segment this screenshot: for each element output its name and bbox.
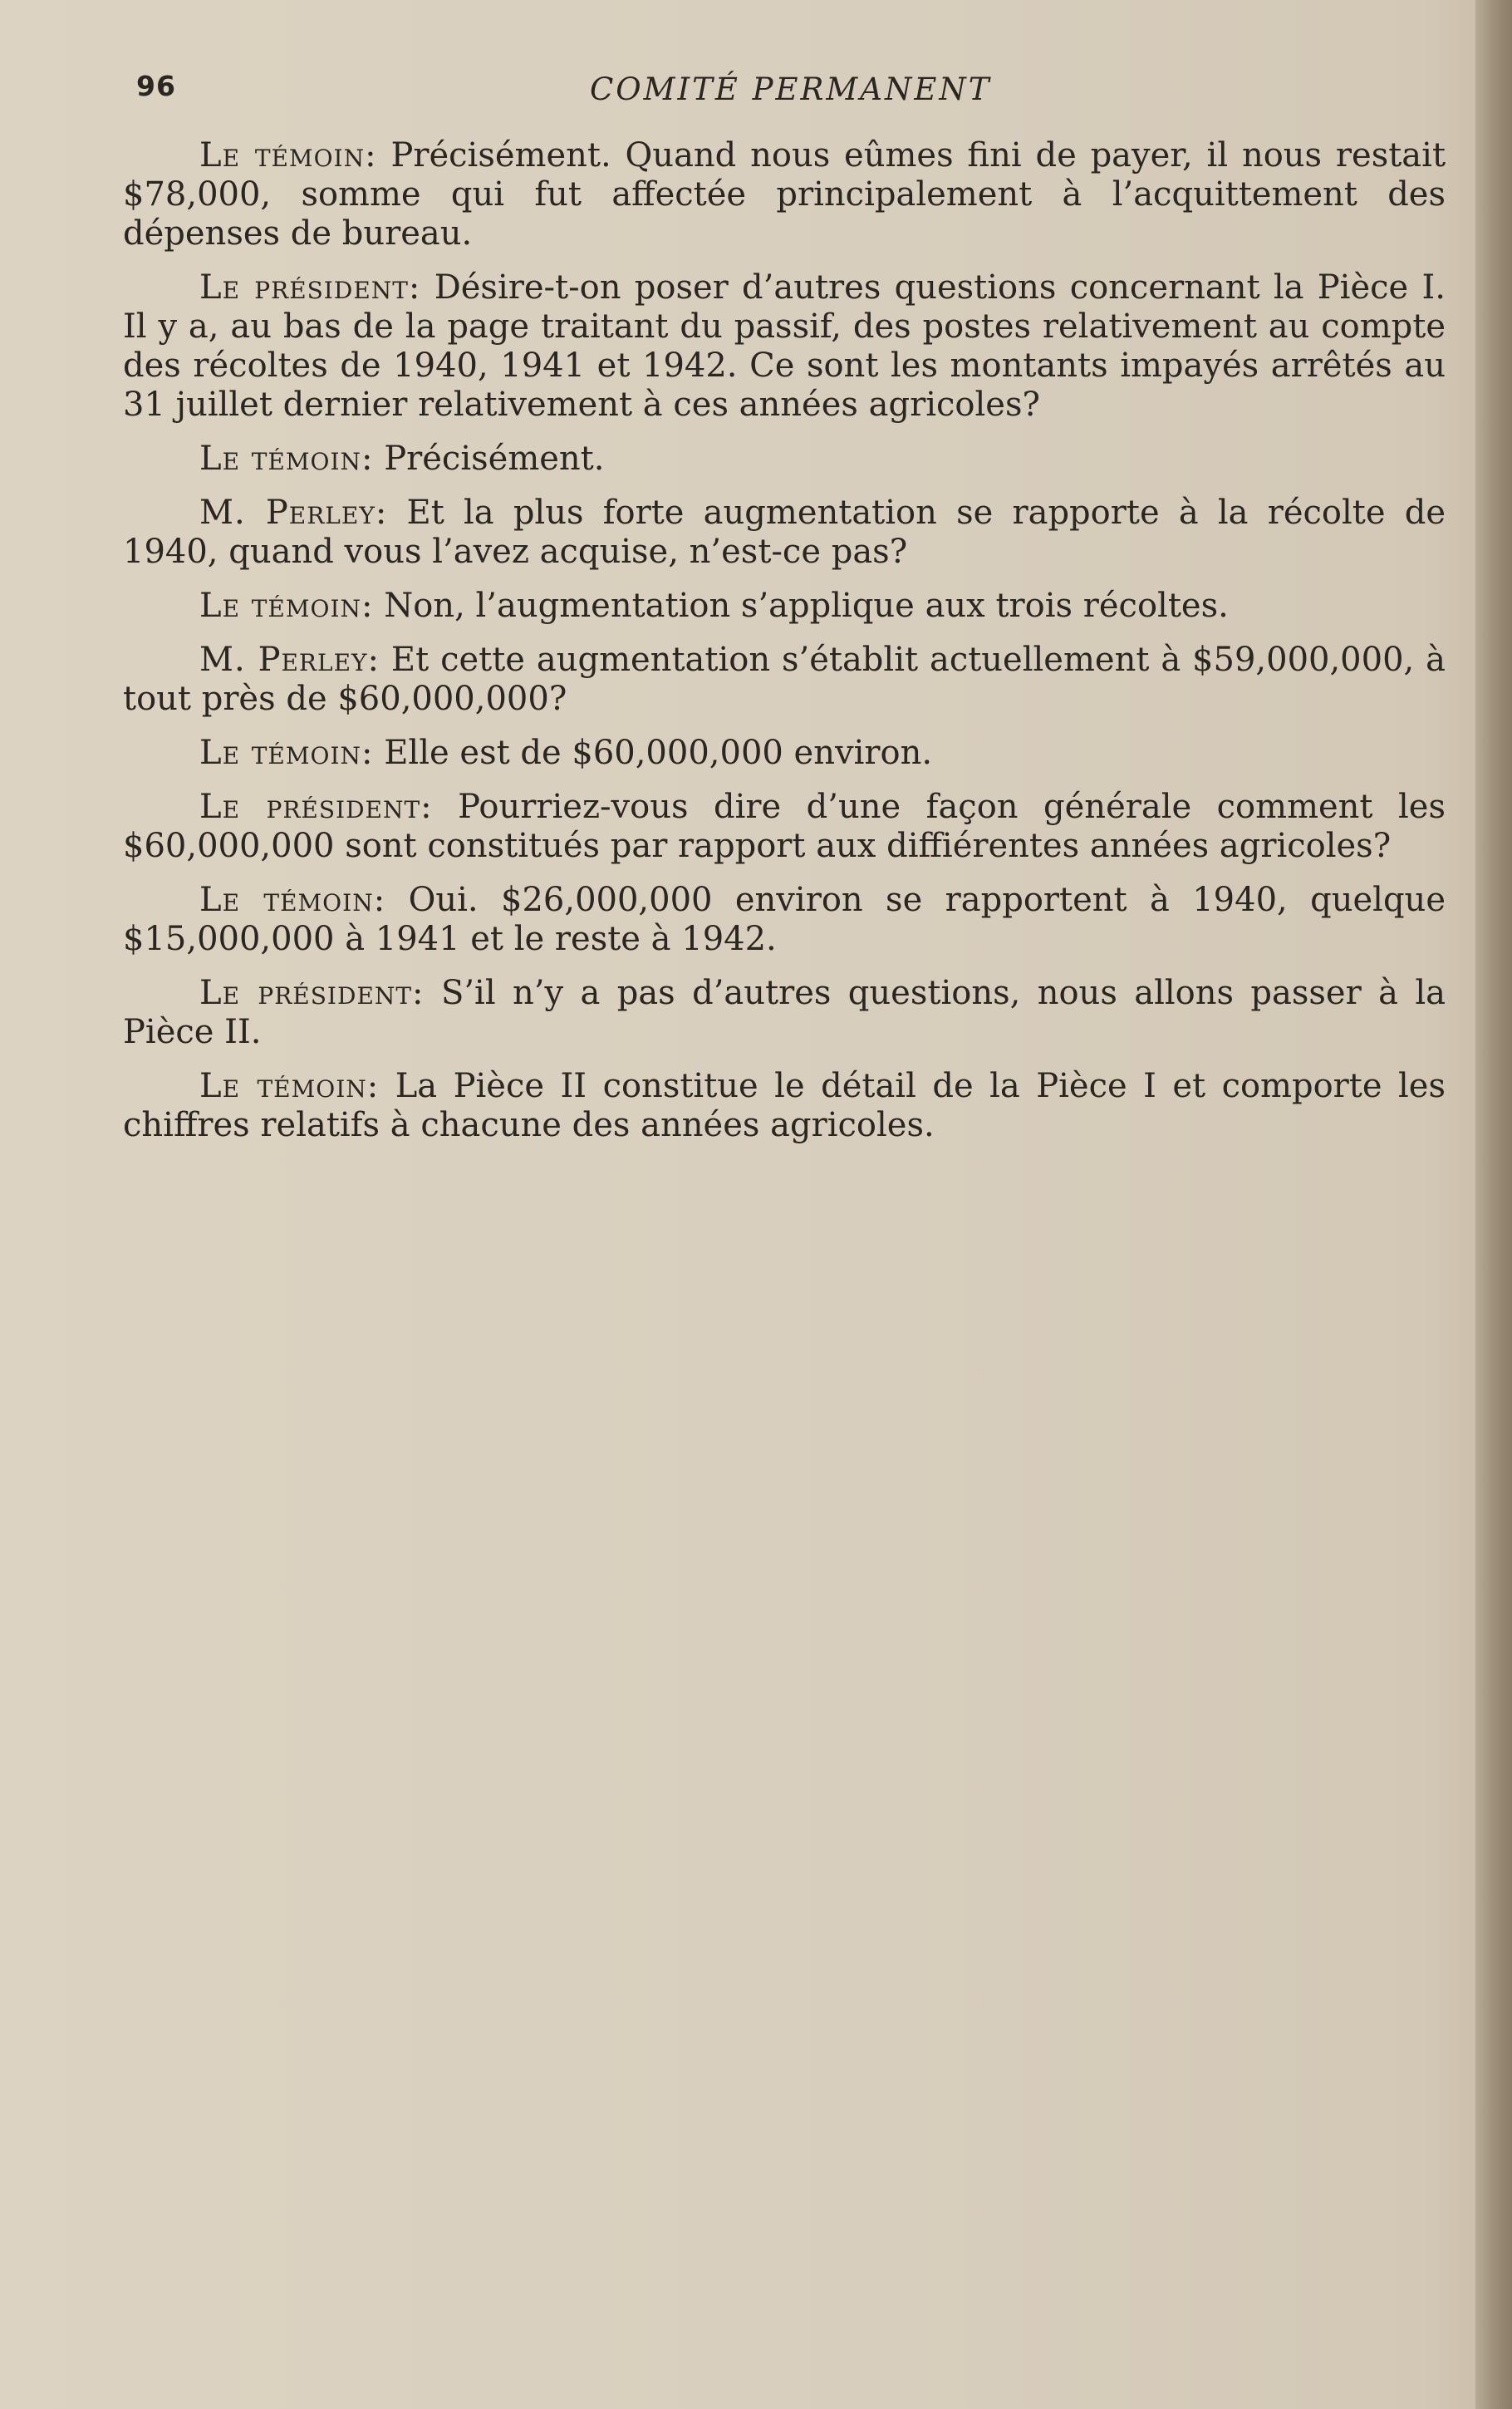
speaker-label: Le président: [199, 268, 421, 307]
paragraph-text: Précisément. Quand nous eûmes fini de payer, il nous restait $78,000, somme qui fut affectée principalement à l’acquittement des dépenses de bureau. [123, 136, 1446, 253]
page-binding-edge [1475, 0, 1512, 2409]
transcript-paragraph [123, 974, 1446, 1052]
transcript-paragraph [123, 587, 1446, 626]
speaker-label: Le témoin: [199, 1067, 380, 1105]
transcript-paragraph [123, 788, 1446, 866]
paragraph-text: Non, l’augmentation s’applique aux trois récoltes. [384, 587, 1229, 625]
transcript-body [123, 136, 1446, 1160]
transcript-paragraph [123, 1067, 1446, 1145]
speaker-label: Le témoin: [199, 440, 374, 478]
running-head: COMITÉ PERMANENT [590, 71, 992, 107]
speaker-label: Le témoin: [199, 881, 386, 919]
speaker-label: M. Perley: [199, 494, 388, 532]
transcript-paragraph [123, 881, 1446, 959]
paragraph-text: Oui. $26,000,000 environ se rapportent à 1940, quelque $15,000,000 à 1941 et le reste à 1942. [123, 881, 1446, 958]
transcript-paragraph [123, 136, 1446, 253]
speaker-label: Le témoin: [199, 136, 377, 175]
speaker-label: Le président: [199, 974, 425, 1012]
paragraph-text: Elle est de $60,000,000 environ. [384, 734, 933, 772]
paragraph-text: Précisément. [384, 440, 605, 478]
speaker-label: Le président: [199, 788, 433, 826]
paragraph-text: La Pièce II constitue le détail de la Pièce I et comporte les chiffres relatifs à chacune des années agricoles. [123, 1067, 1446, 1144]
transcript-paragraph [123, 494, 1446, 572]
transcript-paragraph [123, 734, 1446, 773]
page-header [136, 70, 1432, 120]
paragraph-text: Pourriez-vous dire d’une façon générale comment les $60,000,000 sont constitués par rapport aux diffiérentes années agricoles? [123, 788, 1446, 865]
paragraph-text: Et cette augmentation s’établit actuellement à $59,000,000, à tout près de $60,000,000? [123, 641, 1446, 718]
transcript-paragraph [123, 440, 1446, 479]
page-number: 96 [136, 70, 176, 102]
speaker-label: M. Perley: [199, 641, 380, 679]
transcript-paragraph [123, 641, 1446, 719]
speaker-label: Le témoin: [199, 587, 374, 625]
transcript-paragraph [123, 268, 1446, 425]
speaker-label: Le témoin: [199, 734, 374, 772]
paragraph-text: S’il n’y a pas d’autres questions, nous allons passer à la Pièce II. [123, 974, 1446, 1051]
paragraph-text: Désire-t-on poser d’autres questions concernant la Pièce I. Il y a, au bas de la page traitant du passif, des postes relativement au compte des récoltes de 1940, 1941 et 1942. Ce sont les montants impayés arrêtés au 31 juillet dernier relativement à ces années agricoles? [123, 268, 1446, 424]
paragraph-text: Et la plus forte augmentation se rapporte à la récolte de 1940, quand vous l’avez acquise, n’est-ce pas? [123, 494, 1446, 571]
